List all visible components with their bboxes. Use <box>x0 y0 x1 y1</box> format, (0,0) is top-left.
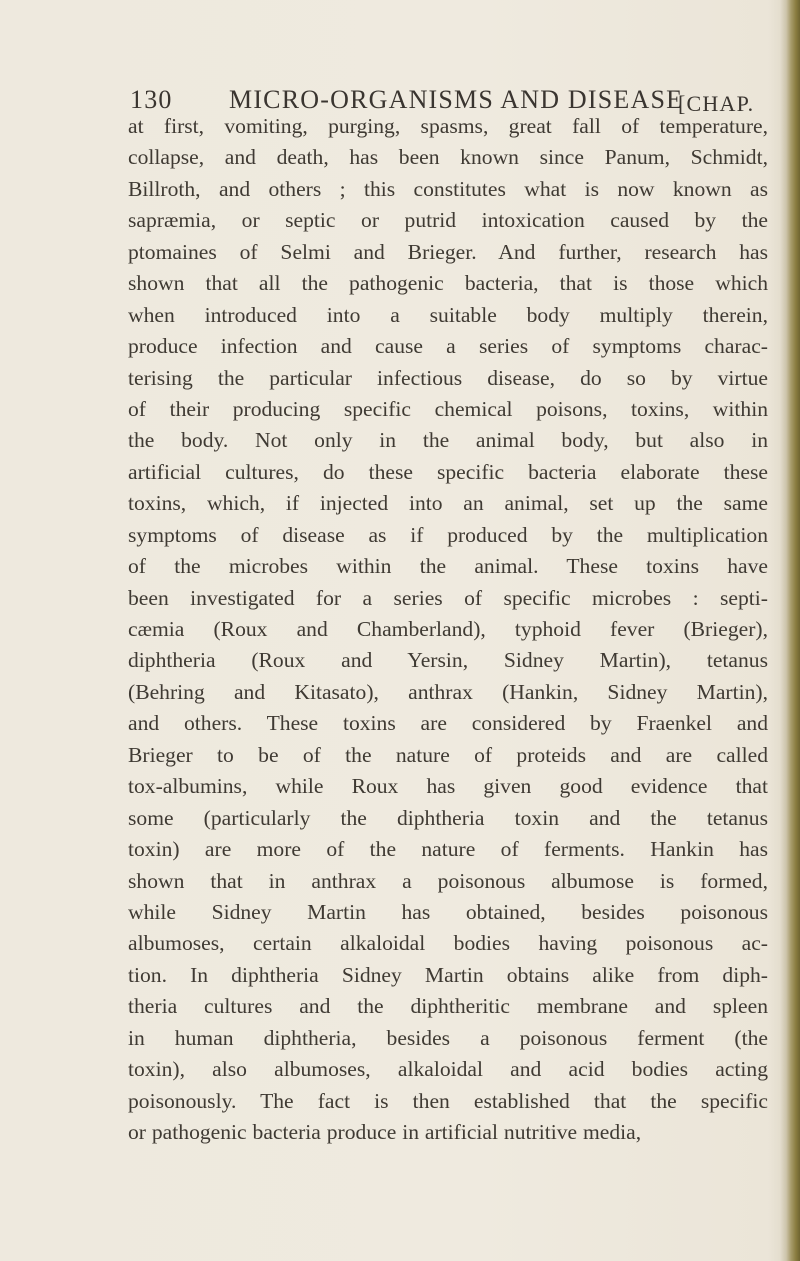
text-line: of their producing specific chemical poisons, toxins, within <box>128 396 768 421</box>
text-line: poisonously. The fact is then established that the specific <box>128 1088 768 1113</box>
text-line: of the microbes within the animal. These toxins have <box>128 554 768 579</box>
text-line: albumoses, certain alkaloidal bodies having poisonous ac- <box>128 931 768 956</box>
text-line: toxins, which, if injected into an animal, set up the same <box>128 491 768 516</box>
text-line: tion. In diphtheria Sidney Martin obtains alike from diph- <box>128 962 768 987</box>
chapter-mark: [CHAP. <box>678 91 755 116</box>
text-line: shown that all the pathogenic bacteria, that is those which <box>128 271 768 296</box>
text-line: toxin) are more of the nature of ferments. Hankin has <box>128 837 768 862</box>
text-line: Brieger to be of the nature of proteids and are called <box>128 742 768 767</box>
text-line: tox-albumins, while Roux has given good evidence that <box>128 774 768 799</box>
text-line: in human diphtheria, besides a poisonous ferment (the <box>128 1025 768 1050</box>
page-number: 130 <box>130 85 173 114</box>
text-line: collapse, and death, has been known since Panum, Schmidt, <box>128 145 768 170</box>
text-line: sapræmia, or septic or putrid intoxication caused by the <box>128 208 768 233</box>
page-edge <box>786 0 800 1261</box>
text-line: toxin), also albumoses, alkaloidal and acid bodies acting <box>128 1057 768 1082</box>
running-title: MICRO-ORGANISMS AND DISEASE <box>229 85 684 114</box>
text-line: artificial cultures, do these specific bacteria elaborate these <box>128 459 768 484</box>
text-line: terising the particular infectious disease, do so by virtue <box>128 365 768 390</box>
text-line: theria cultures and the diphtheritic membrane and spleen <box>128 994 768 1019</box>
text-line: been investigated for a series of specific microbes : septi- <box>128 585 768 610</box>
text-line: Billroth, and others ; this constitutes what is now known as <box>128 176 768 201</box>
text-line: or pathogenic bacteria produce in artificial nutritive media, <box>128 1120 642 1144</box>
text-line: when introduced into a suitable body multiply therein, <box>128 302 768 327</box>
text-line: symptoms of disease as if produced by the multiplication <box>128 522 768 547</box>
text-line: while Sidney Martin has obtained, besides poisonous <box>128 899 768 924</box>
text-line: at first, vomiting, purging, spasms, great fall of temperature, <box>128 114 768 138</box>
text-line: some (particularly the diphtheria toxin and the tetanus <box>128 805 768 830</box>
text-line: ptomaines of Selmi and Brieger. And further, research has <box>128 239 768 264</box>
text-line: the body. Not only in the animal body, but also in <box>128 428 768 453</box>
text-line: produce infection and cause a series of symptoms charac- <box>128 334 768 359</box>
text-line: diphtheria (Roux and Yersin, Sidney Martin), tetanus <box>128 648 768 673</box>
text-line: shown that in anthrax a poisonous albumose is formed, <box>128 868 768 893</box>
text-line: and others. These toxins are considered by Fraenkel and <box>128 711 768 736</box>
text-line: cæmia (Roux and Chamberland), typhoid fever (Brieger), <box>128 617 768 641</box>
text-line: (Behring and Kitasato), anthrax (Hankin, Sidney Martin), <box>128 679 768 704</box>
body-text <box>128 111 768 1148</box>
